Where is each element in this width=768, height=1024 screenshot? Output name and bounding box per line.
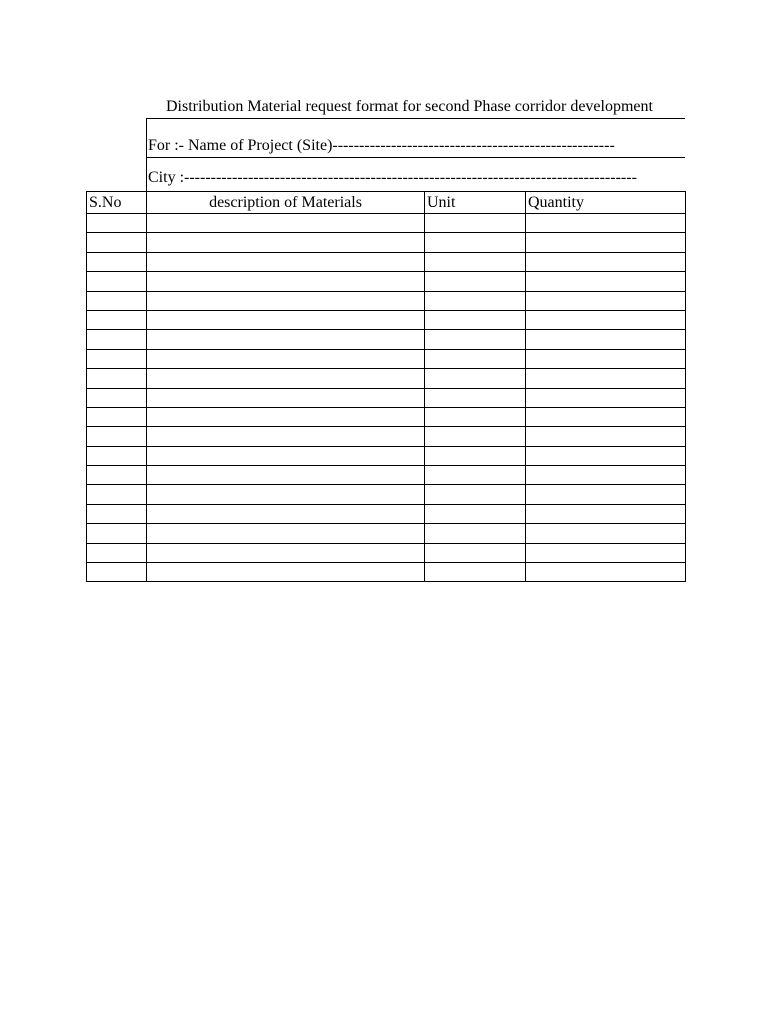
cell-unit[interactable] bbox=[425, 388, 526, 407]
cell-description[interactable] bbox=[147, 310, 425, 329]
cell-unit[interactable] bbox=[425, 252, 526, 271]
cell-unit[interactable] bbox=[425, 543, 526, 562]
cell-sno[interactable] bbox=[87, 233, 147, 252]
table-row bbox=[87, 407, 686, 426]
cell-description[interactable] bbox=[147, 485, 425, 504]
cell-sno[interactable] bbox=[87, 466, 147, 485]
project-name-field[interactable]: For :- Name of Project (Site)----------------------------------------------------- bbox=[148, 137, 615, 154]
cell-quantity[interactable] bbox=[526, 349, 686, 368]
cell-unit[interactable] bbox=[425, 427, 526, 446]
column-header-description: description of Materials bbox=[147, 192, 425, 214]
column-header-sno: S.No bbox=[87, 192, 147, 214]
cell-description[interactable] bbox=[147, 446, 425, 465]
form-title: Distribution Material request format for second Phase corridor development bbox=[166, 98, 653, 115]
cell-quantity[interactable] bbox=[526, 388, 686, 407]
cell-description[interactable] bbox=[147, 330, 425, 349]
cell-description[interactable] bbox=[147, 504, 425, 523]
cell-sno[interactable] bbox=[87, 369, 147, 388]
cell-description[interactable] bbox=[147, 349, 425, 368]
cell-quantity[interactable] bbox=[526, 252, 686, 271]
cell-description[interactable] bbox=[147, 291, 425, 310]
cell-description[interactable] bbox=[147, 466, 425, 485]
cell-unit[interactable] bbox=[425, 524, 526, 543]
cell-quantity[interactable] bbox=[526, 330, 686, 349]
table-row bbox=[87, 349, 686, 368]
cell-sno[interactable] bbox=[87, 504, 147, 523]
cell-description[interactable] bbox=[147, 369, 425, 388]
cell-sno[interactable] bbox=[87, 446, 147, 465]
table-row bbox=[87, 272, 686, 291]
table-row bbox=[87, 252, 686, 271]
cell-quantity[interactable] bbox=[526, 446, 686, 465]
table-row bbox=[87, 466, 686, 485]
cell-sno[interactable] bbox=[87, 485, 147, 504]
cell-description[interactable] bbox=[147, 388, 425, 407]
cell-quantity[interactable] bbox=[526, 310, 686, 329]
table-row bbox=[87, 233, 686, 252]
cell-description[interactable] bbox=[147, 407, 425, 426]
cell-quantity[interactable] bbox=[526, 485, 686, 504]
table-row bbox=[87, 563, 686, 582]
cell-quantity[interactable] bbox=[526, 466, 686, 485]
cell-description[interactable] bbox=[147, 233, 425, 252]
cell-quantity[interactable] bbox=[526, 543, 686, 562]
cell-quantity[interactable] bbox=[526, 524, 686, 543]
cell-unit[interactable] bbox=[425, 214, 526, 233]
cell-unit[interactable] bbox=[425, 272, 526, 291]
cell-sno[interactable] bbox=[87, 214, 147, 233]
cell-quantity[interactable] bbox=[526, 427, 686, 446]
project-underline bbox=[146, 157, 685, 158]
cell-description[interactable] bbox=[147, 563, 425, 582]
cell-sno[interactable] bbox=[87, 407, 147, 426]
cell-sno[interactable] bbox=[87, 310, 147, 329]
cell-description[interactable] bbox=[147, 543, 425, 562]
table-row bbox=[87, 214, 686, 233]
table-row bbox=[87, 330, 686, 349]
table-row bbox=[87, 427, 686, 446]
table-row bbox=[87, 291, 686, 310]
cell-quantity[interactable] bbox=[526, 272, 686, 291]
table-header-row bbox=[87, 192, 686, 214]
materials-table bbox=[86, 191, 686, 582]
column-header-quantity: Quantity bbox=[526, 192, 686, 214]
table-row bbox=[87, 543, 686, 562]
cell-unit[interactable] bbox=[425, 349, 526, 368]
cell-quantity[interactable] bbox=[526, 291, 686, 310]
cell-sno[interactable] bbox=[87, 427, 147, 446]
cell-quantity[interactable] bbox=[526, 407, 686, 426]
cell-sno[interactable] bbox=[87, 252, 147, 271]
cell-unit[interactable] bbox=[425, 330, 526, 349]
cell-description[interactable] bbox=[147, 252, 425, 271]
city-field[interactable]: City :------------------------------------------------------------------------------------- bbox=[148, 169, 637, 186]
cell-unit[interactable] bbox=[425, 466, 526, 485]
cell-description[interactable] bbox=[147, 427, 425, 446]
table-row bbox=[87, 388, 686, 407]
cell-unit[interactable] bbox=[425, 563, 526, 582]
table-row bbox=[87, 504, 686, 523]
cell-unit[interactable] bbox=[425, 369, 526, 388]
cell-quantity[interactable] bbox=[526, 369, 686, 388]
table-body bbox=[87, 214, 686, 582]
cell-sno[interactable] bbox=[87, 349, 147, 368]
cell-sno[interactable] bbox=[87, 272, 147, 291]
cell-sno[interactable] bbox=[87, 543, 147, 562]
cell-description[interactable] bbox=[147, 272, 425, 291]
cell-unit[interactable] bbox=[425, 446, 526, 465]
table-row bbox=[87, 485, 686, 504]
table-row bbox=[87, 310, 686, 329]
cell-sno[interactable] bbox=[87, 330, 147, 349]
cell-description[interactable] bbox=[147, 524, 425, 543]
cell-unit[interactable] bbox=[425, 233, 526, 252]
cell-description[interactable] bbox=[147, 214, 425, 233]
cell-unit[interactable] bbox=[425, 504, 526, 523]
table-row bbox=[87, 446, 686, 465]
cell-unit[interactable] bbox=[425, 310, 526, 329]
cell-sno[interactable] bbox=[87, 563, 147, 582]
column-header-unit: Unit bbox=[425, 192, 526, 214]
cell-quantity[interactable] bbox=[526, 563, 686, 582]
cell-sno[interactable] bbox=[87, 291, 147, 310]
cell-unit[interactable] bbox=[425, 407, 526, 426]
cell-unit[interactable] bbox=[425, 291, 526, 310]
cell-unit[interactable] bbox=[425, 485, 526, 504]
table-row bbox=[87, 524, 686, 543]
cell-quantity[interactable] bbox=[526, 214, 686, 233]
table-row bbox=[87, 369, 686, 388]
cell-sno[interactable] bbox=[87, 524, 147, 543]
title-underline bbox=[146, 118, 685, 119]
cell-quantity[interactable] bbox=[526, 504, 686, 523]
cell-quantity[interactable] bbox=[526, 233, 686, 252]
cell-sno[interactable] bbox=[87, 388, 147, 407]
